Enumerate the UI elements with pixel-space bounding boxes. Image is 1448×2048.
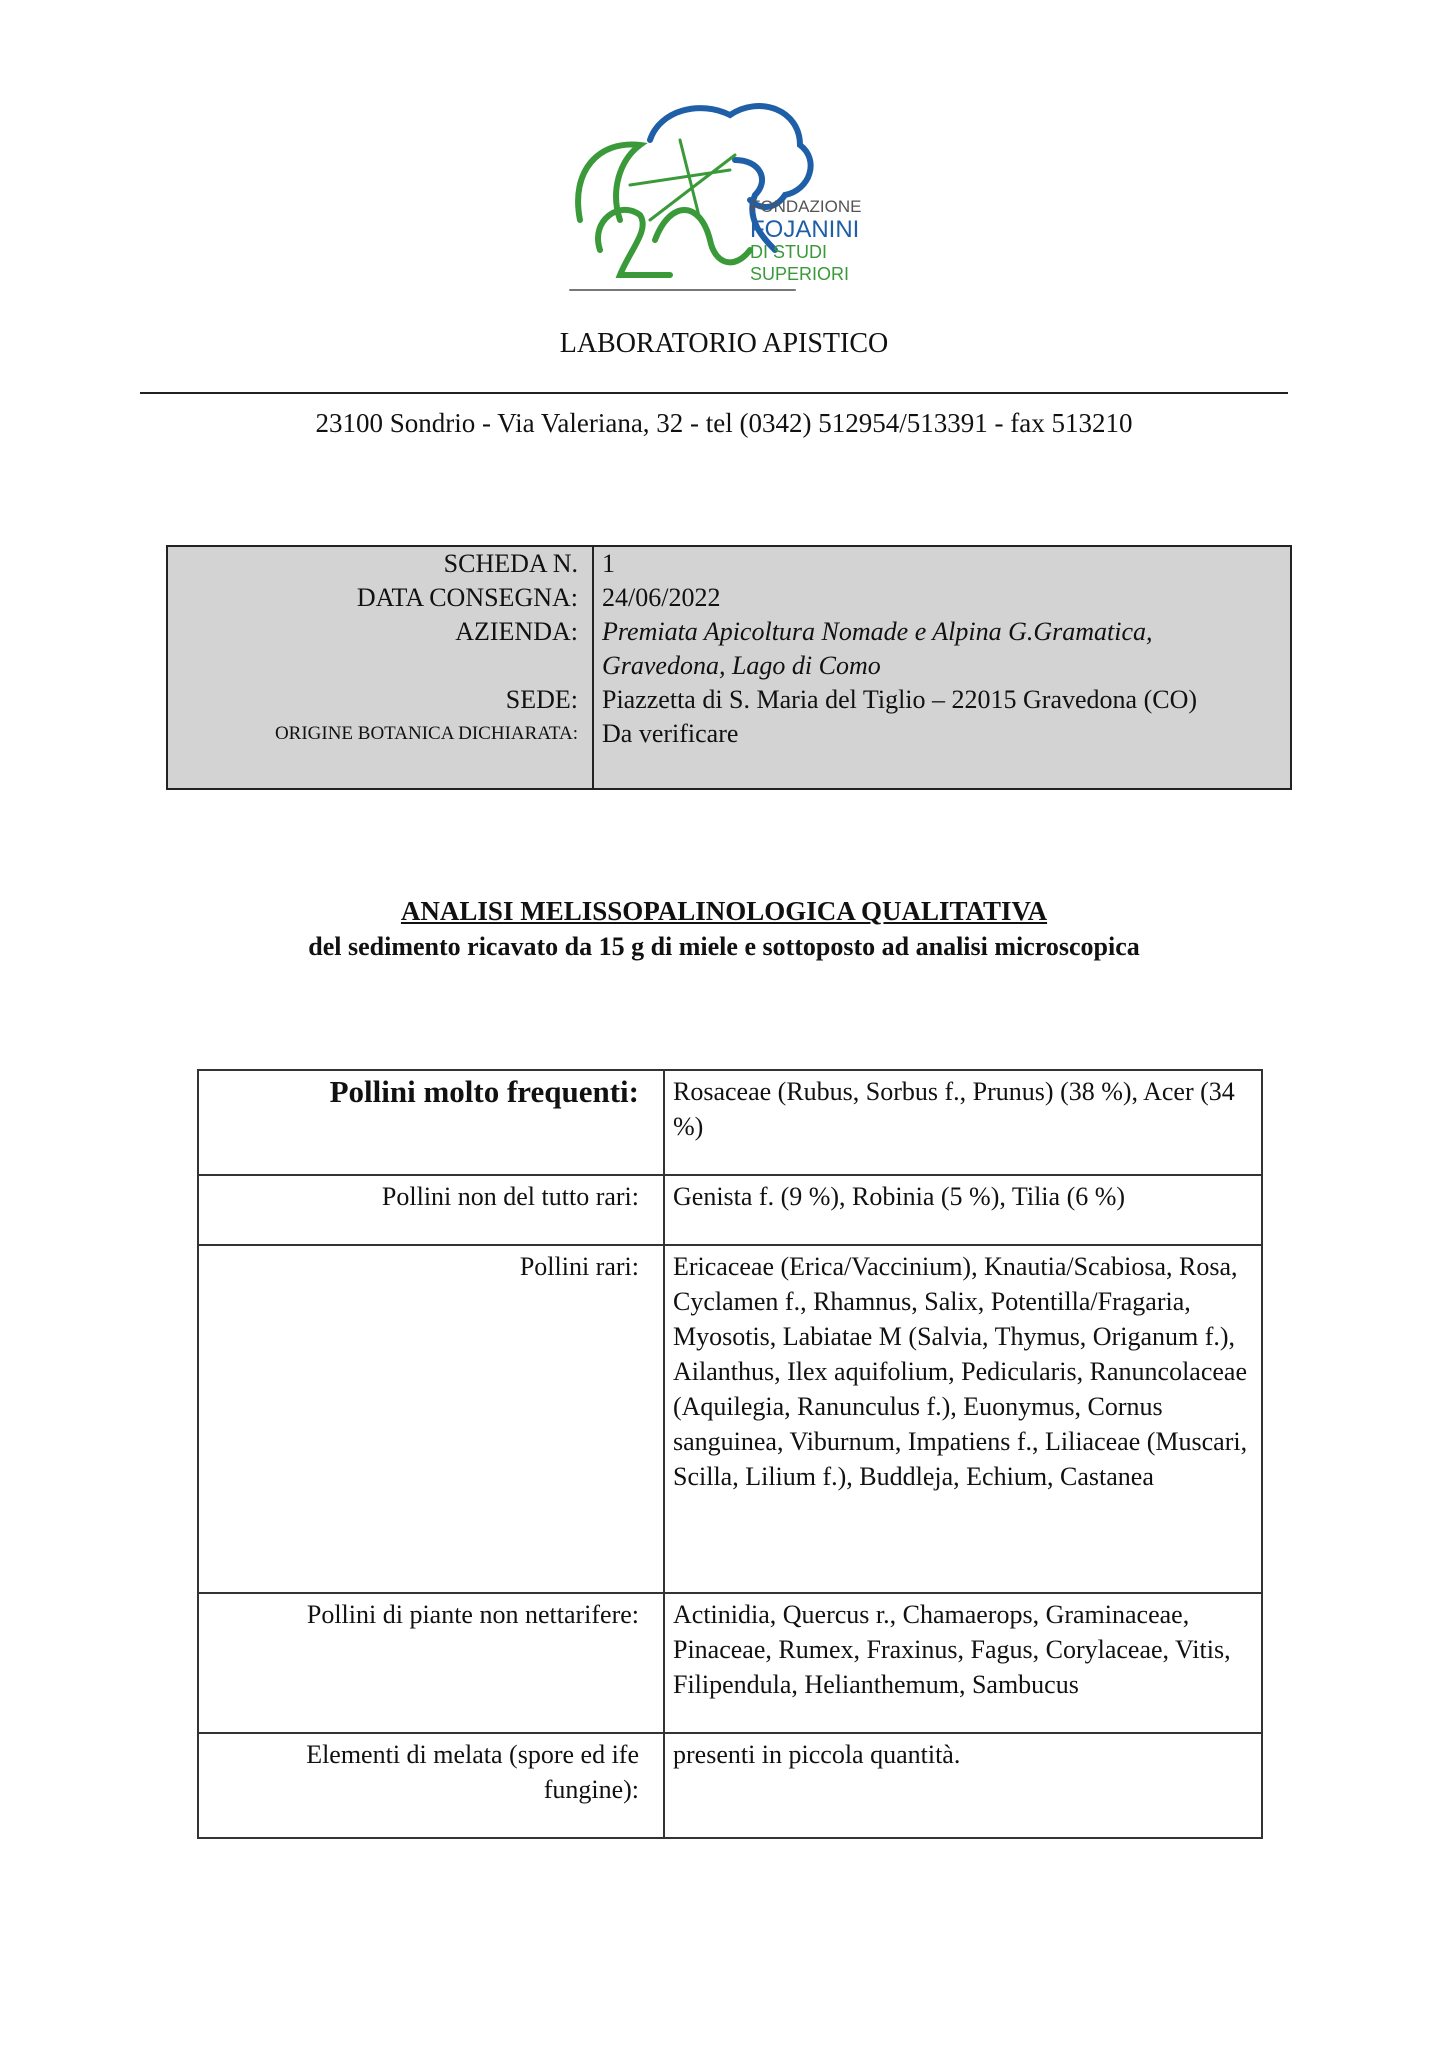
row-value: Actinidia, Quercus r., Chamaerops, Graminaceae, Pinaceae, Rumex, Fraxinus, Fagus, Corylaceae, Vitis, Filipendula, Helianthemum, Sambucus bbox=[664, 1593, 1262, 1733]
data-value: 24/06/2022 bbox=[602, 583, 721, 612]
svg-text:FONDAZIONE: FONDAZIONE bbox=[750, 197, 862, 216]
origine-value: Da verificare bbox=[602, 719, 739, 748]
row-label: Elementi di melata (spore ed ife fungine): bbox=[198, 1733, 664, 1838]
header-divider bbox=[140, 392, 1288, 394]
azienda-value-line1: Premiata Apicoltura Nomade e Alpina G.Gramatica, bbox=[602, 617, 1153, 646]
row-label: Pollini non del tutto rari: bbox=[198, 1175, 664, 1245]
row-value: Rosaceae (Rubus, Sorbus f., Prunus) (38 %), Acer (34 %) bbox=[664, 1070, 1262, 1175]
pollen-table bbox=[197, 1069, 1263, 1839]
table-row bbox=[198, 1593, 1262, 1733]
analysis-title: ANALISI MELISSOPALINOLOGICA QUALITATIVA bbox=[400, 896, 1048, 926]
row-value: presenti in piccola quantità. bbox=[664, 1733, 1262, 1838]
data-label: DATA CONSEGNA: bbox=[356, 583, 578, 612]
lab-title: LABORATORIO APISTICO bbox=[559, 328, 889, 359]
svg-text:SUPERIORI: SUPERIORI bbox=[750, 264, 850, 284]
fondazione-fojanini-logo bbox=[560, 100, 890, 300]
sede-label: SEDE: bbox=[505, 685, 578, 714]
scheda-label: SCHEDA N. bbox=[443, 549, 578, 578]
table-row bbox=[198, 1733, 1262, 1838]
row-label: Pollini rari: bbox=[198, 1245, 664, 1593]
scheda-value: 1 bbox=[602, 549, 615, 578]
azienda-value-line2: Gravedona, Lago di Como bbox=[602, 651, 881, 680]
sede-value: Piazzetta di S. Maria del Tiglio – 22015 Gravedona (CO) bbox=[602, 685, 1198, 714]
row-value: Ericaceae (Erica/Vaccinium), Knautia/Scabiosa, Rosa, Cyclamen f., Rhamnus, Salix, Potentilla/Fragaria, Myosotis, Labiatae M (Salvia, Thymus, Origanum f.), Ailanthus, Ilex aquifolium, Pedicularis, Ranuncolaceae (Aquilegia, Ranunculus f.), Euonymus, Cornus sanguinea, Viburnum, Impatiens f., Liliaceae (Muscari, Scilla, Lilium f.), Buddleja, Echium, Castanea bbox=[664, 1245, 1262, 1593]
table-row bbox=[198, 1245, 1262, 1593]
row-label: Pollini molto frequenti: bbox=[198, 1070, 664, 1175]
row-value: Genista f. (9 %), Robinia (5 %), Tilia (6 %) bbox=[664, 1175, 1262, 1245]
svg-text:DI STUDI: DI STUDI bbox=[750, 242, 828, 262]
analysis-subtitle: del sedimento ricavato da 15 g di miele e sottoposto ad analisi microscopica bbox=[308, 932, 1140, 961]
svg-text:FOJANINI: FOJANINI bbox=[750, 216, 860, 243]
info-divider bbox=[592, 547, 594, 788]
origine-label: ORIGINE BOTANICA DICHIARATA: bbox=[274, 723, 578, 744]
row-label: Pollini di piante non nettarifere: bbox=[198, 1593, 664, 1733]
azienda-label: AZIENDA: bbox=[455, 617, 578, 646]
table-row bbox=[198, 1070, 1262, 1175]
info-box bbox=[166, 545, 1292, 790]
table-row bbox=[198, 1175, 1262, 1245]
lab-address: 23100 Sondrio - Via Valeriana, 32 - tel (0342) 512954/513391 - fax 513210 bbox=[315, 408, 1133, 438]
